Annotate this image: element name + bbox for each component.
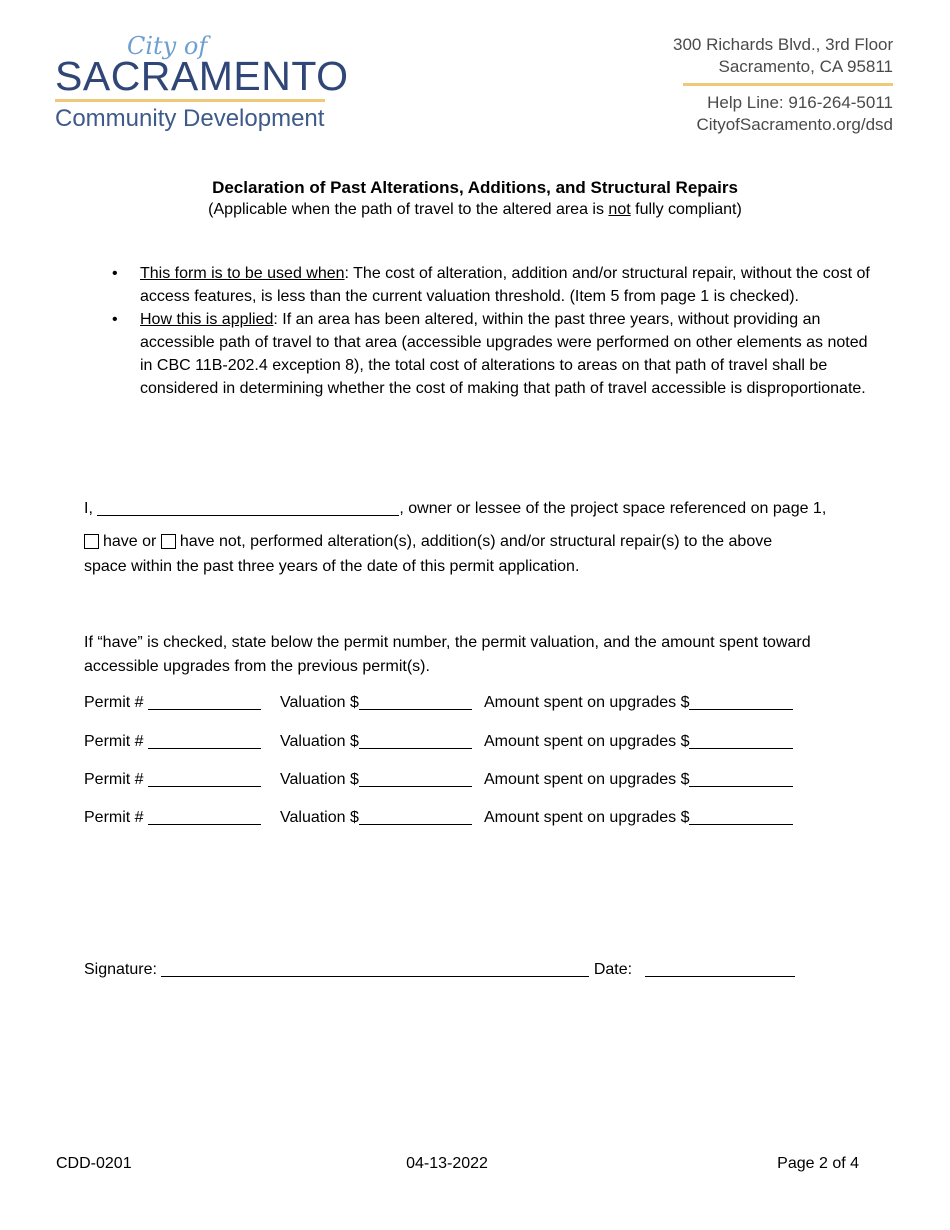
- have-not-checkbox[interactable]: [161, 534, 176, 549]
- date-label: Date:: [593, 961, 637, 978]
- declaration-name-line: [84, 497, 874, 521]
- subtitle-pre: (Applicable when the path of travel to the altered area is: [208, 201, 609, 218]
- subtitle-post: fully compliant): [630, 201, 742, 218]
- declaration-line-2: space within the past three years of the date of this permit application.: [84, 558, 580, 575]
- amount-field[interactable]: [689, 692, 793, 710]
- valuation-field[interactable]: [359, 807, 472, 825]
- permit-instructions: If “have” is checked, state below the permit number, the permit valuation, and the amount spent toward accessible upgrades from the previous permit(s).: [84, 634, 811, 675]
- permit-row: [84, 807, 874, 829]
- logo-city-of: City of: [127, 32, 208, 60]
- valuation-label: Valuation $: [280, 733, 359, 750]
- bullet-icon: •: [112, 311, 118, 328]
- amount-label: Amount spent on upgrades $: [484, 771, 690, 788]
- declaration-checkbox-line: [84, 530, 874, 554]
- list-item: [110, 308, 870, 400]
- bullet-text: : The cost of alteration, addition and/or structural repair, without the cost of access features, is less than the current valuation threshold. (Item 5 from page 1 is checked).: [140, 265, 870, 305]
- permit-row: [84, 731, 874, 753]
- bullet-text: : If an area has been altered, within the past three years, without providing an accessible path of travel to that area (accessible upgrades were performed on other elements as noted in CBC 11B-202.4 exception 8), the total cost of alterations to areas on that path of travel shall be considered in determining whether the cost of making that path of travel accessible is disproportionate.: [140, 311, 868, 397]
- valuation-field[interactable]: [359, 731, 472, 749]
- subtitle-underlined: not: [608, 201, 631, 218]
- page-number: Page 2 of 4: [777, 1155, 859, 1172]
- owner-name-field[interactable]: [97, 498, 399, 516]
- declaration-suffix: , owner or lessee of the project space referenced on page 1,: [399, 500, 827, 517]
- permit-label: Permit #: [84, 809, 149, 826]
- document-title: Declaration of Past Alterations, Additions, and Structural Repairs: [212, 178, 738, 197]
- revision-date: 04-13-2022: [406, 1155, 488, 1172]
- permit-number-field[interactable]: [148, 731, 261, 749]
- date-field[interactable]: [645, 959, 795, 977]
- bullet-lead: How this is applied: [140, 311, 274, 328]
- title-block: [0, 177, 950, 221]
- signature-label: Signature:: [84, 961, 162, 978]
- valuation-label: Valuation $: [280, 809, 359, 826]
- valuation-field[interactable]: [359, 692, 472, 710]
- permit-label: Permit #: [84, 694, 149, 711]
- city-logo: [55, 32, 349, 137]
- amount-label: Amount spent on upgrades $: [484, 694, 690, 711]
- list-item: [110, 262, 870, 308]
- amount-field[interactable]: [689, 731, 793, 749]
- declaration-prefix: I,: [84, 500, 98, 517]
- amount-field[interactable]: [689, 769, 793, 787]
- form-code: CDD-0201: [56, 1155, 132, 1172]
- amount-label: Amount spent on upgrades $: [484, 809, 690, 826]
- amount-label: Amount spent on upgrades $: [484, 733, 690, 750]
- permit-number-field[interactable]: [148, 769, 261, 787]
- permit-label: Permit #: [84, 771, 149, 788]
- permit-row: [84, 692, 874, 714]
- have-checkbox[interactable]: [84, 534, 99, 549]
- instructions-list: [110, 262, 870, 400]
- permit-label: Permit #: [84, 733, 149, 750]
- signature-field[interactable]: [161, 959, 589, 977]
- signature-line: [84, 958, 874, 982]
- amount-field[interactable]: [689, 807, 793, 825]
- valuation-field[interactable]: [359, 769, 472, 787]
- address-line-2: Sacramento, CA 95811: [718, 57, 893, 76]
- valuation-label: Valuation $: [280, 771, 359, 788]
- document-subtitle: [0, 199, 950, 221]
- website: CityofSacramento.org/dsd: [696, 115, 893, 134]
- valuation-label: Valuation $: [280, 694, 359, 711]
- contact-block: [673, 34, 893, 136]
- bullet-icon: •: [112, 265, 118, 282]
- permit-number-field[interactable]: [148, 807, 261, 825]
- have-not-label: have not, performed alteration(s), addition(s) and/or structural repair(s) to the above: [179, 533, 773, 550]
- address-line-1: 300 Richards Blvd., 3rd Floor: [673, 35, 894, 54]
- logo-department: Community Development: [55, 105, 325, 132]
- help-line: Help Line: 916-264-5011: [707, 93, 893, 112]
- permit-number-field[interactable]: [148, 692, 261, 710]
- logo-name: SACRAMENTO: [55, 53, 349, 99]
- have-label: have or: [103, 533, 157, 550]
- permit-row: [84, 769, 874, 791]
- logo-divider: [55, 99, 325, 102]
- bullet-lead: This form is to be used when: [140, 265, 345, 282]
- contact-divider: [683, 83, 893, 86]
